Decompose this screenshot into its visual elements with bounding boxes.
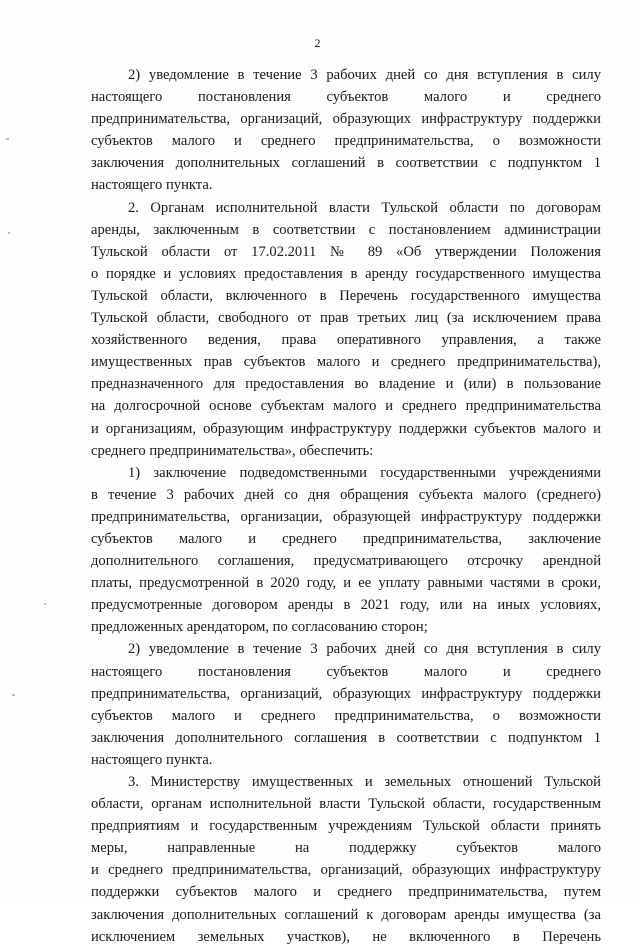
text-line: 1) заключение подведомственными государственными учреждениями — [128, 464, 601, 481]
text-line: Тульской области, включенного в Перечень государственного имущества — [91, 287, 601, 304]
text-line: 2) уведомление в течение 3 рабочих дней со дня вступления в силу — [128, 641, 601, 658]
text-line: 2) уведомление в течение 3 рабочих дней со дня вступления в силу — [128, 67, 601, 83]
text-line: настоящего пункта. — [91, 177, 213, 194]
text-line: заключения дополнительного соглашения в соответствии с подпунктом 1 — [91, 729, 601, 746]
text-line: заключения дополнительных соглашений в соответствии с подпунктом 1 — [91, 155, 601, 172]
text-line: предпринимательства, организаций, образующих инфраструктуру поддержки — [91, 685, 601, 702]
scan-edge-mark — [12, 694, 15, 696]
scan-edge-mark — [44, 603, 46, 605]
text-line: настоящего постановления субъектов малого и среднего — [91, 89, 601, 106]
text-line: предложенных арендатором, по согласованию сторон; — [91, 619, 428, 636]
text-line: аренды, заключенным в соответствии с постановлением администрации — [91, 221, 601, 238]
text-line: субъектов малого и среднего предпринимательства, о возможности — [91, 707, 601, 724]
text-line: Тульской области, свободного от прав третьих лиц (за исключением права — [91, 310, 601, 327]
text-line: среднего предпринимательства», обеспечить: — [91, 442, 374, 459]
text-line: субъектов малого и среднего предпринимательства, о возможности — [91, 133, 601, 150]
text-line: Тульской области от 17.02.2011 № 89 «Об утверждении Положения — [91, 243, 601, 260]
text-line: предназначенного для предоставления во владение и (или) в пользование — [91, 376, 601, 393]
document-body — [91, 64, 601, 948]
text-line: имущественных прав субъектов малого и среднего предпринимательства), — [91, 354, 601, 371]
text-line: в течение 3 рабочих дней со дня обращения субъекта малого (среднего) — [91, 486, 601, 503]
text-line: поддержки субъектов малого и среднего предпринимательства, путем — [91, 884, 601, 901]
text-line: меры, направленные на поддержку субъектов малого — [91, 840, 601, 857]
scan-edge-mark — [8, 232, 10, 234]
text-line: настоящего постановления субъектов малого и среднего — [91, 663, 601, 680]
scan-edge-mark — [6, 138, 9, 140]
text-line: хозяйственного ведения, права оперативного управления, а также — [91, 332, 601, 349]
text-line: предпринимательства, организаций, образующих инфраструктуру поддержки — [91, 111, 601, 128]
text-line: предпринимательства, организации, образующей инфраструктуру поддержки — [91, 508, 601, 525]
text-line: платы, предусмотренной в 2020 году, и ее уплату равными частями в сроки, — [91, 575, 601, 592]
text-line: области, органам исполнительной власти Тульской области, государственным — [91, 796, 601, 813]
text-line: и организациям, образующим инфраструктуру поддержки субъектов малого и — [91, 420, 601, 437]
page-number: 2 — [314, 36, 321, 50]
text-line: на долгосрочной основе субъектам малого и среднего предпринимательства — [91, 398, 601, 415]
text-line: заключения дополнительных соглашений к договорам аренды имущества (за — [91, 906, 601, 923]
text-line: предусмотренные договором аренды в 2021 году, или на иных условиях, — [91, 597, 601, 614]
text-line: и среднего предпринимательства, организаций, образующих инфраструктуру — [91, 862, 601, 879]
text-line: исключением земельных участков), не включенного в Перечень — [91, 928, 601, 945]
text-line: предприятиям и государственным учреждениям Тульской области принять — [91, 818, 601, 835]
text-line: настоящего пункта. — [91, 751, 213, 768]
text-line: дополнительного соглашения, предусматривающего отсрочку арендной — [91, 553, 601, 570]
text-line: 2. Органам исполнительной власти Тульской области по договорам — [128, 199, 601, 216]
text-line: о порядке и условиях предоставления в аренду государственного имущества — [91, 265, 601, 282]
text-line: 3. Министерству имущественных и земельных отношений Тульской — [128, 774, 601, 790]
text-line: субъектов малого и среднего предпринимательства, заключение — [91, 530, 601, 547]
